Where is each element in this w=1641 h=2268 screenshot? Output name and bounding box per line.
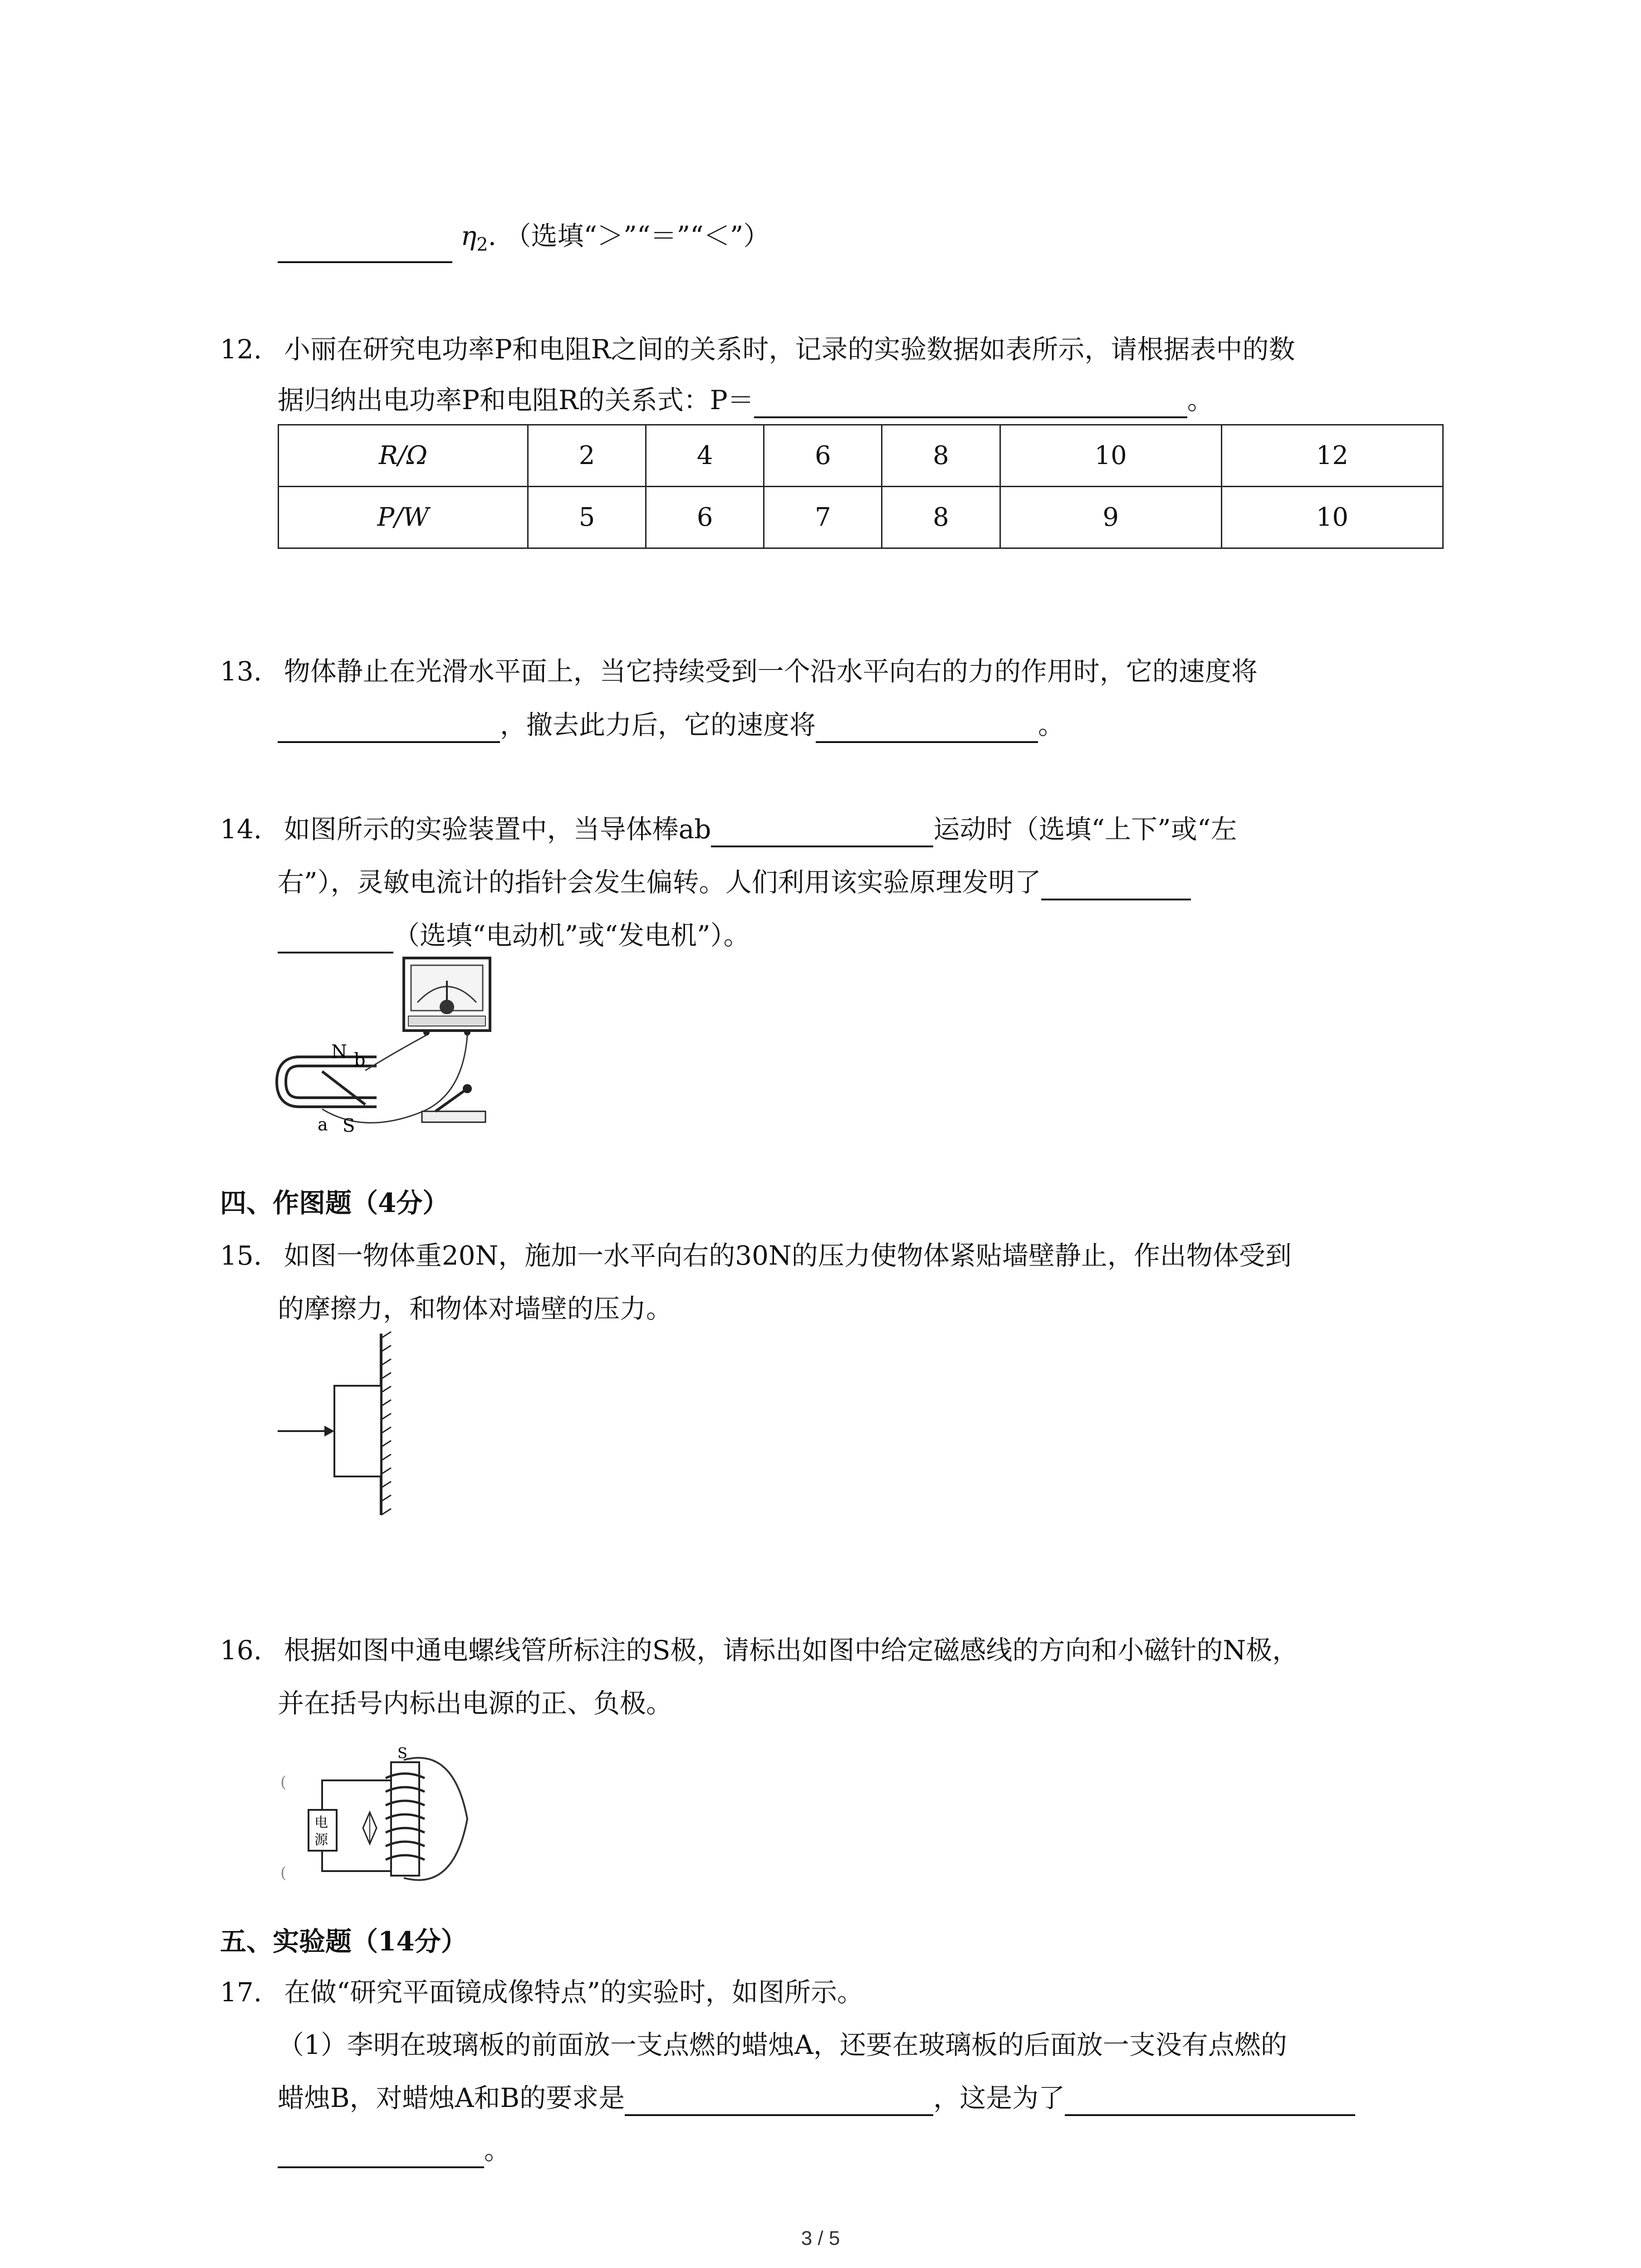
- question-text: （1）李明在玻璃板的前面放一支点燃的蜡烛A，还要在玻璃板的后面放一支没有点燃的: [278, 2029, 1287, 2060]
- q17-line2: [278, 2027, 1287, 2063]
- q12-line2: [278, 382, 1214, 418]
- label-s-pole: S: [397, 1745, 407, 1762]
- question-text: 。: [1187, 385, 1214, 415]
- q13-line1: [220, 653, 1258, 689]
- label-a: a: [318, 1114, 328, 1134]
- answer-blank[interactable]: [1041, 871, 1191, 900]
- answer-blank[interactable]: [278, 2139, 484, 2168]
- table-row: [279, 425, 1443, 487]
- question-number: 15.: [220, 1240, 262, 1271]
- bracket: (: [280, 1773, 287, 1791]
- section-heading: 四、作图题（4分）: [220, 1188, 449, 1218]
- table-cell: 9: [1000, 487, 1221, 548]
- question-text: 如图所示的实验装置中，当导体棒ab: [284, 814, 711, 845]
- solenoid-figure: [272, 1742, 490, 1896]
- table-cell: 6: [764, 425, 882, 487]
- question-text: 在做“研究平面镜成像特点”的实验时，如图所示。: [284, 1977, 863, 2008]
- solenoid-core: [391, 1762, 419, 1876]
- q17-line3: [278, 2080, 1355, 2116]
- answer-blank[interactable]: [816, 714, 1038, 743]
- q14-line1: [220, 811, 1237, 847]
- table-cell: 4: [646, 425, 764, 487]
- question-text: 运动时（选填“上下”或“左: [933, 814, 1237, 845]
- source-label: 源: [314, 1832, 328, 1848]
- block-wall-figure: [272, 1329, 408, 1520]
- question-number: 12.: [220, 334, 262, 365]
- question-text: ，这是为了: [933, 2082, 1065, 2113]
- question-text: 。: [1038, 709, 1065, 740]
- q15-line1: [220, 1237, 1292, 1274]
- table-cell: 2: [528, 425, 646, 487]
- table-cell: 10: [1221, 487, 1443, 548]
- question-number: 17.: [220, 1977, 262, 2008]
- question-text: 蜡烛B，对蜡烛A和B的要求是: [278, 2082, 625, 2113]
- eta-subscript: 2: [476, 234, 488, 255]
- q13-line2: [278, 707, 1064, 743]
- q15-line2: [278, 1290, 672, 1327]
- answer-blank[interactable]: [278, 924, 393, 953]
- question-text: 右”），灵敏电流计的指针会发生偏转。人们利用该实验原理发明了: [278, 867, 1041, 898]
- table-row: [279, 487, 1443, 548]
- question-text: 如图一物体重20N，施加一水平向右的30N的压力使物体紧贴墙壁静止，作出物体受到: [284, 1240, 1292, 1271]
- bracket: (: [280, 1864, 287, 1882]
- q14-line3: [278, 917, 750, 953]
- question-text: 根据如图中通电螺线管所标注的S极，请标出如图中给定磁感线的方向和小磁针的N极，: [284, 1635, 1299, 1666]
- question-text: 据归纳出电功率P和电阻R的关系式：P＝: [278, 385, 754, 415]
- eta-symbol: η: [460, 220, 477, 251]
- q16-line2: [278, 1685, 672, 1721]
- question-text: （选填“电动机”或“发电机”）。: [393, 920, 750, 951]
- q17-line1: [220, 1974, 863, 2010]
- question-text: 物体静止在光滑水平面上，当它持续受到一个沿水平向右的力的作用时，它的速度将: [284, 656, 1258, 687]
- q12-line1: [220, 331, 1295, 367]
- switch-icon: [422, 1111, 485, 1122]
- table-cell: 8: [882, 487, 1000, 548]
- answer-blank[interactable]: [278, 234, 452, 263]
- section-heading: 五、实验题（14分）: [220, 1926, 467, 1957]
- table-cell: 7: [764, 487, 882, 548]
- question-text: 并在括号内标出电源的正、负极。: [278, 1688, 673, 1719]
- question-text: 。: [484, 2135, 511, 2165]
- table-cell: 6: [646, 487, 764, 548]
- question-number: 14.: [220, 814, 262, 845]
- answer-blank[interactable]: [625, 2087, 933, 2116]
- table-cell: 8: [882, 425, 1000, 487]
- q11-instruction: . （选填“＞”“＝”“＜”）: [488, 220, 770, 251]
- question-text: 的摩擦力，和物体对墙壁的压力。: [278, 1293, 673, 1324]
- answer-blank[interactable]: [278, 714, 500, 743]
- label-s: S: [343, 1115, 355, 1136]
- q11-tail: [278, 218, 769, 263]
- table-header: P/W: [279, 487, 528, 548]
- question-text: ，撤去此力后，它的速度将: [500, 709, 816, 740]
- label-n: N: [331, 1041, 347, 1062]
- q17-line4: [278, 2132, 510, 2168]
- question-number: 16.: [220, 1635, 262, 1666]
- table-cell: 5: [528, 487, 646, 548]
- page-number: 3 / 5: [801, 2227, 840, 2249]
- table-cell: 10: [1000, 425, 1221, 487]
- answer-blank[interactable]: [1065, 2087, 1355, 2116]
- label-b: b: [354, 1050, 366, 1070]
- data-table: [278, 424, 1444, 549]
- q16-line1: [220, 1632, 1298, 1668]
- table-header: R/Ω: [279, 425, 528, 487]
- question-number: 13.: [220, 656, 262, 687]
- answer-blank[interactable]: [711, 818, 933, 847]
- block: [334, 1386, 381, 1476]
- table-cell: 12: [1221, 425, 1443, 487]
- q14-line2: [278, 864, 1191, 900]
- question-text: 小丽在研究电功率P和电阻R之间的关系时，记录的实验数据如表所示，请根据表中的数: [284, 334, 1295, 365]
- answer-blank[interactable]: [754, 389, 1187, 418]
- electromagnetic-induction-figure: [272, 953, 526, 1143]
- source-label: 电: [314, 1815, 328, 1831]
